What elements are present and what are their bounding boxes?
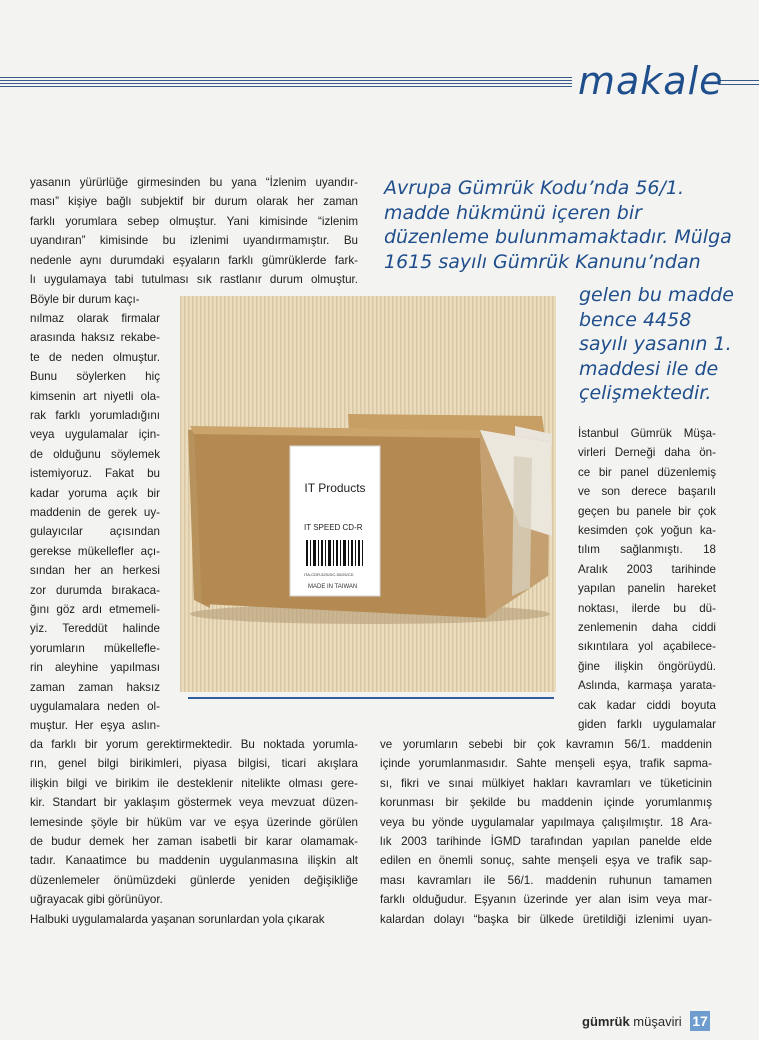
footer-brand-regular: müşaviri — [629, 1014, 682, 1029]
pull-quote-line: gelen bu madde — [579, 284, 734, 306]
text-line: uygulamalara neden ol- — [30, 700, 160, 714]
pull-quote-line: Avrupa Gümrük Kodu’nda 56/1. — [384, 177, 685, 199]
text-line: de budur demek her zaman isabetli bir karar olamamak- — [30, 835, 358, 849]
text-line: kadar yoruma açık bir — [30, 486, 160, 500]
text-line: te de neden olmuştur. — [30, 350, 160, 364]
text-line: sıkıntılara yol açabilece- — [578, 640, 716, 654]
text-line: nedenle aynı durumdaki eşyaların farklı gümrüklerde fark- — [30, 253, 358, 267]
pull-quote-line: maddesi ile de — [579, 357, 719, 380]
text-line: uğrayacak gibi görünüyor. — [30, 893, 163, 907]
header-rule-2 — [0, 80, 572, 81]
text-line: sı, fikri ve sınai mülkiyet hakları kavramları ve tüketicinin — [380, 776, 712, 790]
text-line: ğını göz ardı etmemeli- — [30, 603, 160, 616]
text-line: yapılan panelin hareket — [578, 582, 716, 596]
text-line: ce bir panel düzenlemiş — [578, 465, 716, 479]
header-rule-1 — [0, 77, 572, 78]
text-line: zenlemenin daha ciddi — [578, 621, 716, 635]
text-line: korunması bir şekilde bu maddenin içinde yorumlanmış — [380, 796, 712, 810]
text-line: tadır. Kanaatimce bu maddenin uygulanmasına ilişkin alt — [30, 854, 358, 868]
text-line: nılmaz olarak firmalar — [30, 311, 160, 325]
text-line: veya bu yönde uygulamalar yapılmaya çalışılmıştır. 18 Ara- — [380, 815, 712, 829]
text-line: veya uygulamalar için- — [30, 428, 160, 442]
footer-brand — [582, 1014, 682, 1029]
text-line: ması kavramları ile 56/1. maddenin ruhunun tamamen — [380, 873, 712, 887]
text-line: arasında haksız rekabe- — [30, 331, 160, 345]
text-line: ve yorumların sebebi bir çok kavramın 56/1. maddenin — [380, 738, 712, 751]
text-line: Halbuki uygulamalarda yaşanan sorunlardan yola çıkarak — [30, 912, 325, 926]
text-line: İstanbul Gümrük Müşa- — [578, 427, 716, 440]
cardboard-box-photo — [180, 296, 556, 692]
text-line: içinde yorumlanmasıdır. Sahte menşeli eşya, trafik sapma- — [380, 757, 712, 771]
text-line: yasanın yürürlüğe girmesinden bu yana “İzlenim uyandır- — [30, 176, 358, 189]
header-rule-right-2 — [718, 84, 759, 85]
text-line: rın, genel bilgi birikimleri, piyasa bilgisi, ticari akışlara — [30, 757, 358, 771]
left-column-narrow — [30, 290, 160, 736]
pull-quote-line: düzenleme bulunmamaktadır. Mülga — [384, 226, 732, 248]
pull-quote-line: bence 4458 — [579, 308, 692, 331]
page-number: 17 — [690, 1011, 710, 1031]
text-line: Aralık 2003 tarihinde — [578, 562, 716, 576]
text-line: gulayıcılar açısından — [30, 525, 160, 539]
text-line: rak farklı yorumladığını — [30, 408, 160, 422]
text-line: kesimden çok yoğun ka- — [578, 524, 716, 538]
text-line: rin aleyhine yapılması — [30, 661, 160, 675]
text-line: yiz. Tereddüt halinde — [30, 622, 160, 636]
text-line: ğine ilişkin öngörüydü. — [578, 659, 716, 673]
text-line: uyandıran” kimisinde bu izlenimi uyandırmamıştır. Bu — [30, 234, 358, 248]
text-line: lık 2003 tarihinde İGMD tarafından yapılan panelde elde — [380, 835, 712, 849]
header-rule-3 — [0, 83, 572, 84]
footer-brand-bold: gümrük — [582, 1014, 630, 1029]
pull-quote-line: sayılı yasanın 1. — [579, 333, 732, 355]
label-origin: MADE IN TAIWAN — [308, 584, 358, 590]
text-line: zaman zaman haksız — [30, 680, 160, 694]
text-line: ve son derece başarılı — [578, 485, 716, 499]
right-column-bottom — [380, 735, 712, 929]
text-line: da farklı bir yorum gerektirmektedir. Bu noktada yorumla- — [30, 738, 358, 751]
text-line: ilişkin bilgi ve birikim ile desteklenir nitelikte olması gere- — [30, 776, 358, 790]
text-line: farklı olduğudur. Eşyanın üzerinde yer alan isim veya mar- — [380, 893, 712, 907]
text-line: düzenlemeler önümüzdeki günlerde yeniden değişikliğe — [30, 873, 358, 887]
text-line: virleri Derneği daha ön- — [578, 446, 716, 460]
text-line: yorumların mükellefle- — [30, 641, 160, 655]
text-line: istemiyoruz. Fakat bu — [30, 467, 160, 481]
text-line: Böyle bir durum kaçı- — [30, 292, 140, 306]
text-line: tılım sağlanmıştı. 18 — [578, 543, 716, 557]
text-line: kir. Standart bir yaklaşım göstermek veya mevzuat düzen- — [30, 796, 358, 810]
text-line: kimsenin art niyetli ola- — [30, 389, 160, 403]
pull-quote-line: madde hükmünü içeren bir — [384, 201, 642, 224]
left-column-top — [30, 173, 358, 289]
pull-quote-line: 1615 sayılı Gümrük Kanunu’ndan — [384, 250, 701, 273]
header-rule-right-1 — [718, 80, 759, 81]
section-title: makale — [578, 59, 724, 103]
text-line: Aslında, karmaşa yarata- — [578, 679, 716, 693]
left-column-bottom — [30, 735, 358, 929]
pull-quote — [384, 176, 732, 274]
text-line: sından her an herkesi — [30, 564, 160, 578]
text-line: geçen bu panele bir çok — [578, 504, 716, 518]
text-line: de olduğunu söylemek — [30, 447, 160, 461]
text-line: muştur. Her eşya aslın- — [30, 719, 160, 733]
text-line: Bunu söylerken hiç — [30, 370, 160, 384]
text-line: ması” kişiye bağlı subjektif bir durum olarak her zaman — [30, 195, 358, 209]
text-line: farklı yorumlara sebep olmuştur. Yani kimisinde “izlenim — [30, 214, 358, 228]
cardboard-box-illustration — [180, 296, 556, 692]
photo-underline — [188, 697, 554, 699]
right-column-narrow — [578, 424, 716, 735]
text-line: gerekse mükellefler açı- — [30, 544, 160, 558]
label-code: ITA-CDR-52X/DC-50/25/CD — [304, 572, 354, 577]
text-line: giden farklı uygulamalar — [578, 718, 716, 732]
text-line: maddenin de gerek uy- — [30, 505, 160, 519]
label-brand: IT Products — [304, 481, 366, 495]
pull-quote-continued — [579, 283, 734, 406]
pull-quote-line: çelişmektedir. — [579, 382, 712, 404]
label-model: IT SPEED CD-R — [304, 523, 363, 532]
text-line: noktası, ilerde bu dü- — [578, 601, 716, 615]
text-line: lemesinde şöyle bir hüküm var ve eşya üzerinde görülen — [30, 815, 358, 829]
text-line: lı uygulamaya tabi tutulması sık rastlanır durum olmuştur. — [30, 273, 358, 287]
text-line: kalardan dolayı “başka bir ülkede üretildiği izlenimi uyan- — [380, 912, 712, 926]
text-line: zor durumda bırakaca- — [30, 583, 160, 597]
text-line: edilen en önemli sonuç, sahte menşeli eşya ve trafik sap- — [380, 854, 712, 868]
text-line: cak kadar ciddi boyuta — [578, 698, 716, 712]
header-rule-4 — [0, 86, 572, 87]
